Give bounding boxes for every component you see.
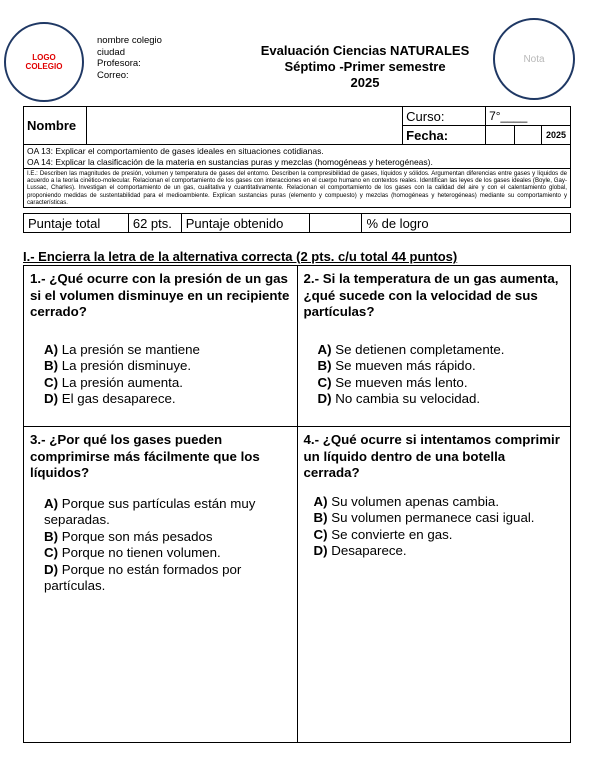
name-label: Nombre: [24, 107, 87, 145]
option-d[interactable]: D) Desaparece.: [313, 543, 407, 558]
option-a[interactable]: A) Su volumen apenas cambia.: [313, 493, 500, 509]
option-a[interactable]: A) La presión se mantiene: [44, 341, 200, 357]
title-line-2: Séptimo -Primer semestre: [284, 59, 446, 74]
question-cell: [24, 427, 298, 743]
section-title: I.- Encierra la letra de la alternativa correcta (2 pts. c/u total 44 puntos): [23, 249, 458, 264]
question-4-text: 4.- ¿Qué ocurre si intentamos comprimir un líquido dentro de una botella cerrada?: [303, 432, 560, 480]
grade-label: Nota: [523, 53, 545, 65]
option-a[interactable]: A) Porque sus partículas están muy separadas.: [44, 495, 256, 527]
question-1-options: [30, 342, 291, 408]
score-table: [23, 213, 571, 233]
obtained-score-label: Puntaje obtenido: [181, 214, 309, 233]
email-label: Correo:: [97, 69, 129, 81]
date-day-field[interactable]: [486, 126, 515, 145]
course-field[interactable]: 7°____: [486, 107, 571, 126]
logo-text: [26, 53, 63, 71]
date-label: Fecha:: [403, 126, 486, 145]
student-info-table: [23, 106, 571, 208]
option-b[interactable]: B) Porque son más pesados: [44, 528, 213, 544]
option-d[interactable]: D) No cambia su velocidad.: [317, 391, 481, 406]
question-2-options: [304, 342, 565, 408]
indicators-cell: I.E.: Describen las magnitudes de presión, volumen y temperatura de gases del entorno. Describen la compresibilidad de gases, líquidos y sólidos. Argumentan diferencias entre gases y líquidos de acuerdo a la teoría cinético-molecular. Relacionan el comportamiento de los gases con interacciones en el cuerpo humano en contextos reales. Identifican las leyes de los gases ideales (Boyle, Gay-Lussac, Charles). Investigan el comportamiento de un gas, cualitativa y cuantitativamente. Relacionan el comportamiento de los gases con la calidad del aire y con el calentamiento global, proponiendo medidas de sustentabilidad para el medioambiente. Explican sustancias puras (elemento y compuesto) y mezclas (homogéneas y heterogéneas) mediante su comportamiento y características.: [24, 169, 571, 208]
date-year: 2025: [541, 126, 570, 145]
school-logo: [4, 22, 84, 102]
question-4-options: [304, 494, 565, 560]
option-d[interactable]: D) El gas desaparece.: [44, 391, 176, 406]
option-b[interactable]: B) Se mueven más rápido.: [317, 358, 476, 373]
question-cell: [297, 266, 571, 427]
exam-title: [240, 43, 490, 91]
question-cell: [297, 427, 571, 743]
option-b[interactable]: B) La presión disminuye.: [44, 358, 192, 373]
date-month-field[interactable]: [515, 126, 542, 145]
total-score-label: Puntaje total: [24, 214, 129, 233]
course-label: Curso:: [403, 107, 486, 126]
obtained-score-field[interactable]: [309, 214, 362, 233]
name-field[interactable]: [86, 107, 402, 145]
question-3-text: 3.- ¿Por qué los gases pueden comprimirse más fácilmente que los líquidos?: [30, 432, 260, 480]
title-line-1: Evaluación Ciencias NATURALES: [260, 43, 470, 58]
school-city: ciudad: [97, 46, 125, 58]
objective-oa13: OA 13: Explicar el comportamiento de gases ideales en situaciones cotidianas.: [27, 146, 324, 156]
option-c[interactable]: C) La presión aumenta.: [44, 374, 183, 390]
option-c[interactable]: C) Se convierte en gas.: [313, 526, 453, 542]
title-line-3: 2025: [350, 75, 380, 90]
teacher-label: Profesora:: [97, 58, 141, 69]
total-score-value: 62 pts.: [128, 214, 181, 233]
option-c[interactable]: C) Se mueven más lento.: [317, 374, 468, 390]
option-c[interactable]: C) Porque no tienen volumen.: [44, 545, 221, 560]
objectives-cell: [24, 145, 571, 169]
option-d[interactable]: D) Porque no están formados por partículas.: [44, 561, 242, 593]
objective-oa14: OA 14: Explicar la clasificación de la materia en sustancias puras y mezclas (homogéneas y heterogéneas).: [27, 156, 433, 167]
option-b[interactable]: B) Su volumen permanece casi igual.: [313, 510, 535, 525]
logo-line-2: COLEGIO: [25, 62, 63, 71]
questions-table: [23, 265, 571, 743]
option-a[interactable]: A) Se detienen completamente.: [317, 341, 505, 357]
question-cell: [24, 266, 298, 427]
percent-label: % de logro: [362, 214, 571, 233]
question-1-text: 1.- ¿Qué ocurre con la presión de un gas si el volumen disminuye en un recipiente cerrado?: [30, 271, 290, 319]
school-name: nombre colegio: [97, 35, 162, 46]
question-3-options: [30, 496, 291, 595]
school-info: [97, 35, 162, 81]
question-2-text: 2.- Si la temperatura de un gas aumenta, ¿qué sucede con la velocidad de sus partículas?: [303, 271, 559, 319]
logo-line-1: LOGO: [32, 52, 56, 62]
grade-circle[interactable]: [493, 18, 575, 100]
